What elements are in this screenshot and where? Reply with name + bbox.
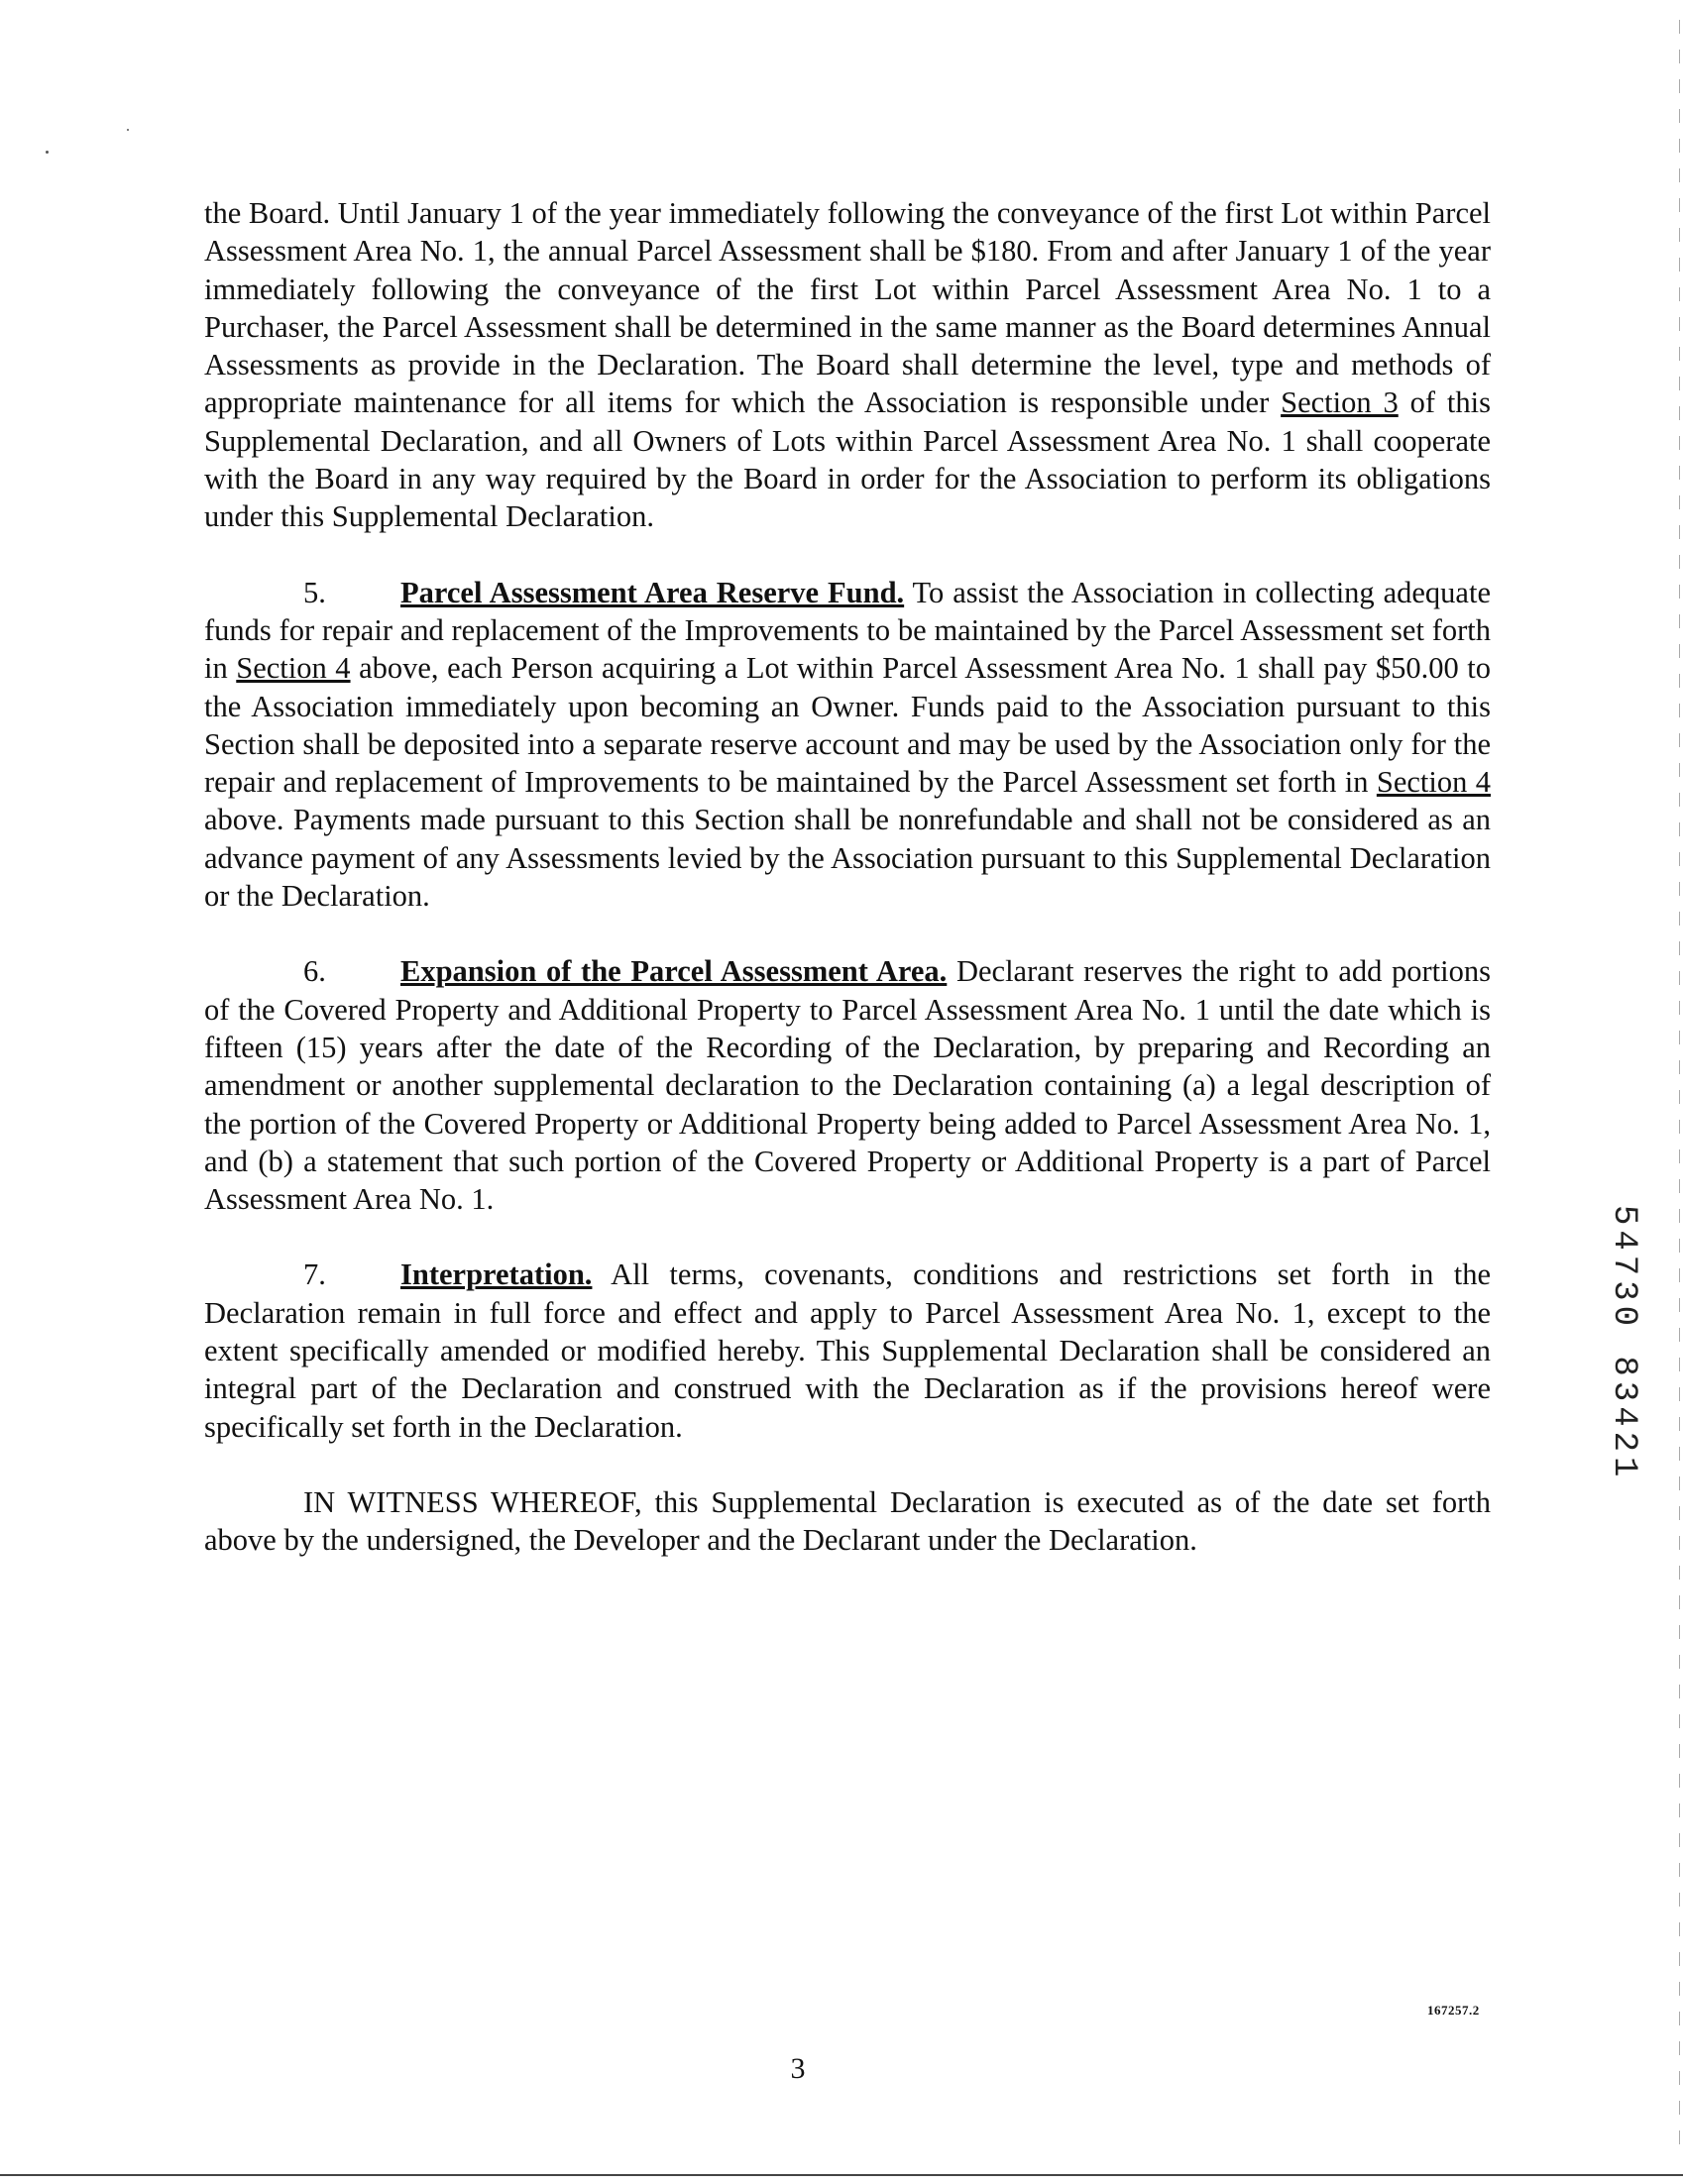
witness-clause <box>204 1483 1491 1560</box>
paragraph-text: the Board. Until January 1 of the year immediately following the conveyance of the first Lot within Parcel Assessment Area No. 1, the annual Parcel Assessment shall be $180. From and after January 1 of the year immediately following the conveyance of the first Lot within Parcel Assessment Area No. 1 to a Purchaser, the Parcel Assessment shall be determined in the same manner as the Board determines Annual Assessments as provide in the Declaration. The Board shall determine the level, type and methods of appropriate maintenance for all items for which the Association is responsible under <box>204 196 1491 420</box>
bottom-rule <box>0 2174 1683 2176</box>
scan-speck <box>46 151 49 154</box>
section-number: 6. <box>303 954 326 989</box>
section-reference: Section 4 <box>1376 765 1491 800</box>
paragraph-text: All terms, covenants, conditions and restrictions set forth in the Declaration remain in full force and effect and apply to Parcel Assessment Area No. 1, except to the extent specifically amended or modified hereby. This Supplemental Declaration shall be considered an integral part of the Declaration and construed with the Declaration as if the provisions hereof were specifically set forth in the Declaration. <box>204 1257 1491 1444</box>
section-number: 7. <box>303 1257 326 1292</box>
document-body <box>204 194 1491 1597</box>
paragraph-text: To assist the Association in collecting adequate funds for repair and replacement of the Improvements to be maintained by the Parcel Assessment set forth in <box>204 575 1491 686</box>
paragraph-text: Declarant reserves the right to add portions of the Covered Property and Additional Property to Parcel Assessment Area No. 1 until the date which is fifteen (15) years after the date of the Recording of the Declaration, by preparing and Recording an amendment or another supplemental declaration to the Declaration containing (a) a legal description of the portion of the Covered Property or Additional Property being added to Parcel Assessment Area No. 1, and (b) a statement that such portion of the Covered Property or Additional Property is a part of Parcel Assessment Area No. 1. <box>204 954 1491 1217</box>
paragraph-text: above, each Person acquiring a Lot within Parcel Assessment Area No. 1 shall pay $50.00 to the Association immediately upon becoming an Owner. Funds paid to the Association pursuant to this Section shall be deposited into a separate reserve account and may be used by the Association only for the repair and replacement of Improvements to be maintained by the Parcel Assessment set forth in <box>204 651 1491 800</box>
scan-edge-line <box>1679 20 1680 2150</box>
recording-stamp <box>1605 1204 1642 1482</box>
section-heading: Interpretation. <box>400 1257 593 1292</box>
section-reference: Section 4 <box>236 651 351 686</box>
section-reference: Section 3 <box>1281 385 1399 420</box>
document-id: 167257.2 <box>1427 2003 1480 2018</box>
paragraph-text: IN WITNESS WHEREOF, this Supplemental Declaration is executed as of the date set forth above by the undersigned, the Developer and the Declarant under the Declaration. <box>204 1484 1491 1558</box>
scan-speck <box>127 129 129 131</box>
section-6-paragraph <box>204 952 1491 1218</box>
section-5-paragraph <box>204 574 1491 916</box>
section-heading: Expansion of the Parcel Assessment Area. <box>400 954 948 989</box>
paragraph-text: above. Payments made pursuant to this Section shall be nonrefundable and shall not be considered as an advance payment of any Assessments levied by the Association pursuant to this Supplemental Declaration or the Declaration. <box>204 803 1491 914</box>
paragraph-text: of this Supplemental Declaration, and all Owners of Lots within Parcel Assessment Area No. 1 shall cooperate with the Board in any way required by the Board in order for the Association to perform its obligations under this Supplemental Declaration. <box>204 385 1491 534</box>
recording-stamp-text: 54730 83421 <box>1605 1205 1642 1482</box>
continuation-paragraph <box>204 194 1491 536</box>
section-number: 5. <box>303 575 326 609</box>
section-heading: Parcel Assessment Area Reserve Fund. <box>400 575 905 609</box>
page-number: 3 <box>790 2052 806 2085</box>
section-7-paragraph <box>204 1256 1491 1445</box>
